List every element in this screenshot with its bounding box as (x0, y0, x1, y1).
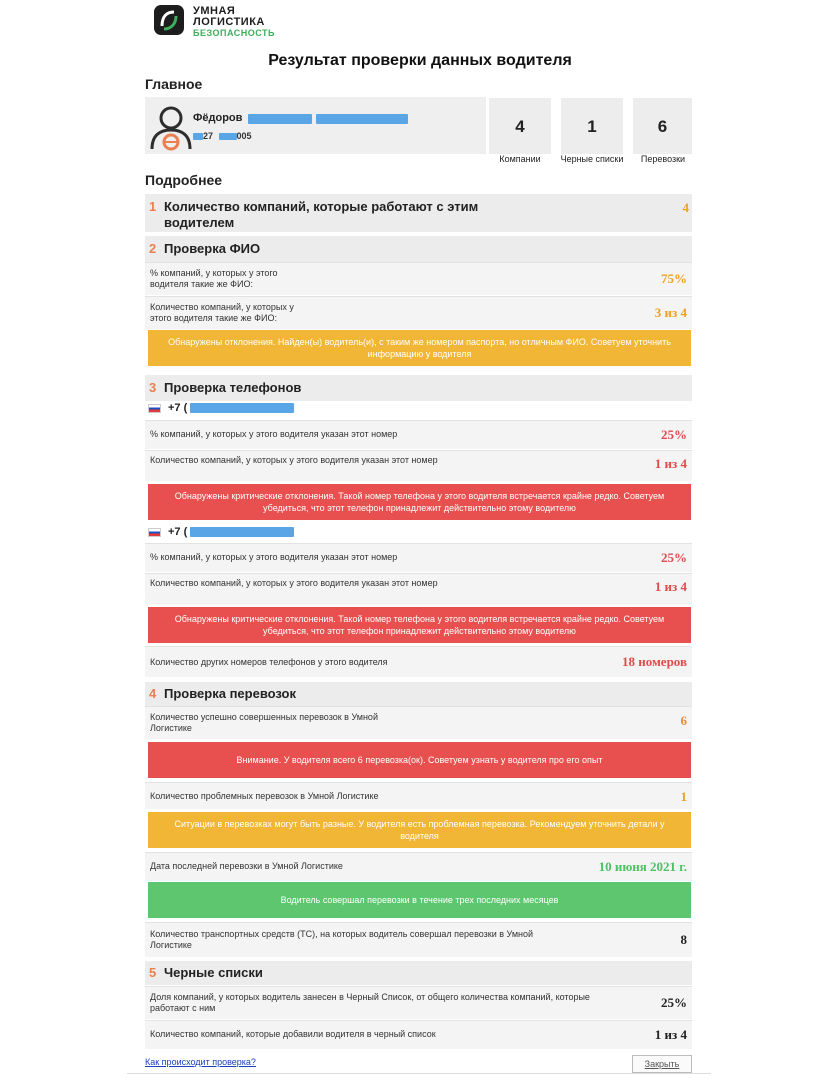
phone-number-1 (148, 402, 294, 414)
alert-text: Внимание. У водителя всего 6 перевозка(ок). Советуем узнать у водителя про его опыт (236, 755, 603, 765)
driver-profile-card (145, 97, 486, 154)
phone-number-2 (148, 526, 294, 538)
phone2-count-row (145, 573, 692, 604)
phone1-percent-row (145, 420, 692, 449)
section-number: 4 (149, 686, 157, 701)
stat-shipments (633, 98, 692, 154)
stat-blacklists-label: Черные списки (560, 154, 624, 164)
row-value: 1 (680, 789, 687, 804)
row-label: % компаний, у которых у этого водителя такие же ФИО: (150, 268, 278, 289)
phone2-percent-row (145, 543, 692, 572)
blacklist-share-row (145, 986, 692, 1019)
stat-companies-label: Компании (499, 154, 541, 164)
row-value: 25% (661, 995, 687, 1010)
phone1-critical-alert (148, 484, 691, 520)
alert-text: Обнаружены отклонения. Найден(ы) водитель(и), с таким же номером паспорта, но отличным ФИО. Советуем уточнить информацию у водителя (168, 337, 671, 359)
section-number: 3 (149, 380, 157, 395)
other-phones-row (145, 646, 692, 677)
alert-text: Ситуации в перевозках могут быть разные. У водителя есть проблемная перевозка. Рекомендуем уточнить детали у водителя (174, 819, 665, 841)
brand-line-2: ЛОГИСТИКА (193, 16, 265, 28)
section-number: 1 (149, 199, 157, 214)
how-check-works-link[interactable]: Как происходит проверка? (145, 1057, 256, 1067)
phone-prefix: +7 ( (168, 402, 188, 414)
section-title: Проверка перевозок (164, 686, 296, 701)
row-label: Количество транспортных средств (ТС), на которых водитель совершал перевозки в Умной Логистике (150, 929, 534, 950)
name-match-percent-row (145, 262, 692, 295)
vehicles-count-row (145, 922, 692, 957)
logo-mark-icon (153, 4, 185, 36)
redacted-block (190, 403, 294, 413)
section-title: Количество компаний, которые работают с этим водителем (164, 199, 479, 230)
row-label: Количество компаний, у которых у этого водителя такие же ФИО: (150, 302, 294, 323)
row-value: 3 из 4 (654, 305, 687, 320)
row-value: 6 (680, 713, 687, 728)
stat-companies-value: 4 (515, 117, 525, 136)
row-value: 10 июня 2021 г. (598, 859, 687, 874)
stat-blacklists-value: 1 (587, 117, 597, 136)
row-label: Количество компаний, у которых у этого водителя указан этот номер (150, 455, 438, 465)
section-title: Черные списки (164, 965, 263, 980)
row-label: Количество других номеров телефонов у этого водителя (150, 657, 388, 667)
row-label: % компаний, у которых у этого водителя указан этот номер (150, 429, 398, 439)
redacted-block (190, 527, 294, 537)
section-title: Проверка ФИО (164, 241, 261, 256)
section-number: 2 (149, 241, 157, 256)
stat-shipments-label: Перевозки (640, 154, 686, 164)
phone2-critical-alert (148, 607, 691, 643)
row-value: 25% (661, 550, 687, 565)
brand-line-1: УМНАЯ (193, 5, 236, 17)
redacted-block (316, 114, 408, 124)
row-value: 8 (680, 932, 687, 947)
blacklist-count-row (145, 1020, 692, 1049)
close-button[interactable]: Закрыть (632, 1055, 692, 1073)
row-label: Дата последней перевозки в Умной Логистике (150, 861, 343, 871)
problem-shipment-warning (148, 812, 691, 848)
last-shipment-row (145, 852, 692, 881)
driver-meta-b: 005 (236, 131, 252, 141)
row-value: 1 из 4 (654, 1027, 687, 1042)
redacted-block (248, 114, 312, 124)
main-heading: Главное (145, 76, 203, 92)
row-label: Количество компаний, которые добавили водителя в черный список (150, 1029, 436, 1039)
row-value: 1 из 4 (654, 579, 687, 594)
row-label: Количество успешно совершенных перевозок в Умной Логистике (150, 712, 378, 733)
section-phone-check (145, 375, 692, 401)
completed-shipments-row (145, 706, 692, 739)
stat-blacklists (561, 98, 623, 154)
section-name-check (145, 236, 692, 262)
russia-flag-icon (148, 528, 161, 537)
russia-flag-icon (148, 404, 161, 413)
stat-shipments-value: 6 (657, 117, 668, 136)
driver-avatar-icon (148, 101, 194, 151)
row-label: Количество компаний, у которых у этого водителя указан этот номер (150, 578, 438, 588)
driver-name: Фёдоров (193, 112, 243, 124)
page-title: Результат проверки данных водителя (268, 52, 572, 69)
row-value: 1 из 4 (654, 456, 687, 471)
alert-text: Обнаружены критические отклонения. Такой номер телефона у этого водителя встречается крайне редко. Советуем убедиться, что этот телефон принадлежит действительно этому водителю (174, 614, 665, 636)
driver-meta (193, 131, 252, 141)
redacted-block (193, 133, 203, 140)
section-number: 5 (149, 965, 157, 980)
row-label: Доля компаний, у которых водитель занесен в Черный Список, от общего количества компаний, которые работают с ним (150, 992, 590, 1013)
row-value: 75% (661, 271, 687, 286)
name-check-warning (148, 330, 691, 366)
section-blacklists (145, 961, 692, 985)
redacted-block (219, 133, 237, 140)
shipments-attention-alert (148, 742, 691, 778)
row-value: 18 номеров (621, 654, 687, 669)
brand-line-3: БЕЗОПАСНОСТЬ (193, 28, 275, 38)
alert-text: Водитель совершал перевозки в течение трех последних месяцев (280, 895, 559, 905)
brand-logo (153, 4, 293, 40)
row-label: % компаний, у которых у этого водителя указан этот номер (150, 552, 398, 562)
row-value: 25% (661, 427, 687, 442)
section-value: 4 (682, 200, 689, 215)
bottom-divider (127, 1073, 711, 1074)
detail-heading: Подробнее (145, 172, 223, 188)
phone1-count-row (145, 450, 692, 481)
row-label: Количество проблемных перевозок в Умной Логистике (150, 791, 379, 801)
name-match-count-row (145, 296, 692, 329)
problem-shipments-row (145, 782, 692, 809)
alert-text: Обнаружены критические отклонения. Такой номер телефона у этого водителя встречается крайне редко. Советуем убедиться, что этот телефон принадлежит действительно этому водителю (174, 491, 665, 513)
phone-prefix: +7 ( (168, 526, 188, 538)
section-shipments-check (145, 682, 692, 706)
stat-companies (489, 98, 551, 154)
section-title: Проверка телефонов (164, 380, 302, 395)
driver-meta-a: 27 (203, 131, 214, 141)
section-companies-count (145, 194, 692, 232)
recent-shipments-success (148, 882, 691, 918)
